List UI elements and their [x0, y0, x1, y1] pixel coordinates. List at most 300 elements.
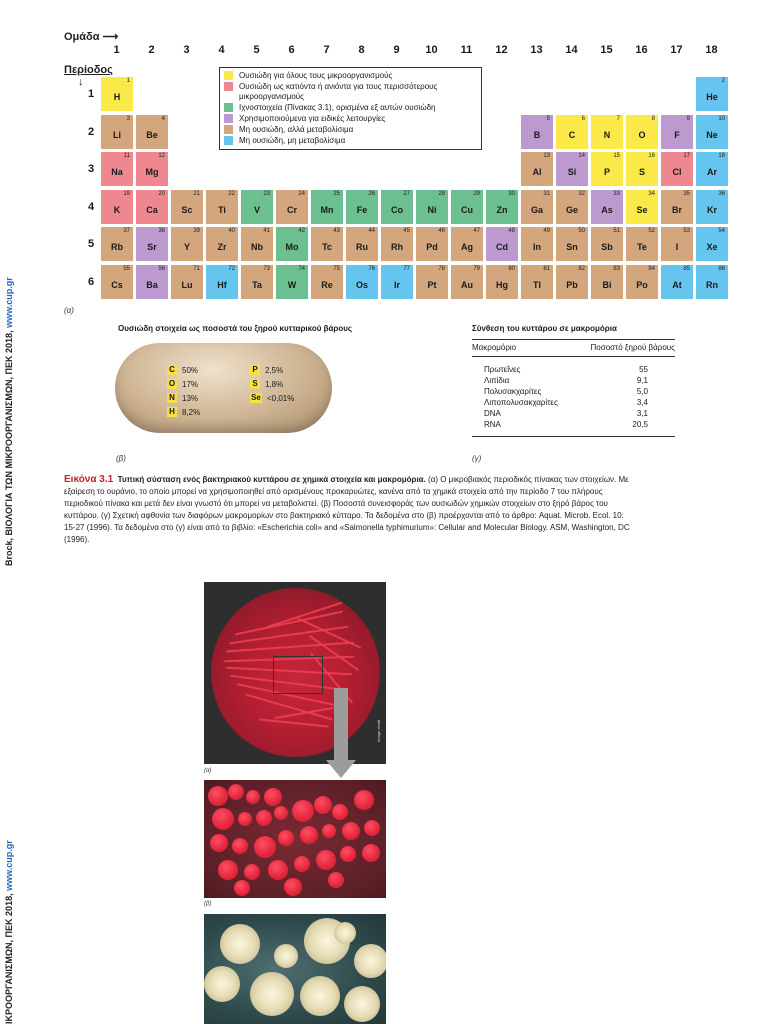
element-percent-row [250, 365, 283, 375]
red-colony [238, 812, 252, 826]
red-colony [210, 834, 228, 852]
legend-swatch [224, 82, 233, 91]
element-symbol: Be [146, 129, 158, 140]
sublabel-c: (γ) [472, 454, 482, 463]
element-cell-ge [555, 189, 589, 225]
red-colony [340, 846, 356, 862]
group-number: 9 [393, 44, 400, 56]
atomic-number: 56 [158, 265, 165, 272]
element-symbol: Ga [530, 204, 543, 215]
atomic-number: 41 [263, 228, 270, 234]
element-cell-cd [485, 226, 519, 262]
element-cell-cs [100, 264, 134, 300]
atomic-number: 19 [123, 190, 130, 197]
group-number: 3 [183, 44, 190, 56]
element-percent: 8,2% [182, 407, 201, 417]
element-percent-row [250, 393, 294, 403]
element-percent-row [167, 393, 198, 403]
side-caption-link[interactable]: www.cup.gr [4, 277, 14, 328]
atomic-number: 80 [508, 265, 515, 272]
group-number: 2 [148, 44, 155, 56]
red-colony [232, 838, 248, 854]
group-number: 13 [530, 44, 543, 56]
element-cell-ga [520, 189, 554, 225]
atomic-number: 49 [543, 228, 550, 234]
legend-item [224, 71, 477, 81]
element-cell-h [100, 76, 134, 112]
atomic-number: 32 [578, 190, 585, 197]
macromolecule-percent: 9,1 [636, 376, 648, 385]
column-header-value: Ποσοστό ξηρού βάρους [590, 343, 675, 352]
group-number: 16 [635, 44, 648, 56]
element-symbol: Zr [217, 242, 227, 252]
red-colony [212, 808, 234, 830]
atomic-number: 23 [263, 190, 270, 197]
atomic-number: 24 [298, 190, 305, 197]
macromolecule-name: Λιποπολυσακχαρίτες [484, 398, 558, 407]
element-cell-fe [345, 189, 379, 225]
element-cell-ca [135, 189, 169, 225]
atomic-number: 48 [508, 228, 515, 234]
element-cell-ni [415, 189, 449, 225]
element-cell-sb [590, 226, 624, 262]
element-cell-ir [380, 264, 414, 300]
atomic-number: 4 [161, 115, 165, 122]
element-symbol: S [638, 167, 645, 177]
element-symbol: I [675, 242, 679, 252]
photo-label-b: (β) [204, 901, 212, 907]
period-number: 2 [88, 125, 95, 138]
zoom-region-box [273, 656, 323, 694]
atomic-number: 30 [508, 190, 515, 197]
element-cell-ti [205, 189, 239, 225]
atomic-number: 17 [683, 153, 690, 159]
element-symbol: Os [355, 279, 368, 290]
element-symbol: K [113, 204, 121, 215]
table-row [472, 419, 675, 430]
legend-text: Μη ουσιώδη, αλλά μεταβολίσιμα [239, 125, 354, 134]
element-symbol: Cl [672, 167, 682, 177]
red-colony [278, 830, 294, 846]
atomic-number: 1 [126, 78, 130, 84]
element-cell-lu [170, 264, 204, 300]
element-symbol: Sb [601, 242, 613, 252]
red-colony [274, 806, 288, 820]
atomic-number: 7 [616, 115, 620, 122]
element-symbol: Li [113, 129, 121, 140]
atomic-number: 16 [648, 153, 655, 159]
microbial-periodic-table [64, 30, 744, 330]
macromolecule-name: Πολυσακχαρίτες [484, 387, 542, 396]
element-symbol: Ca [146, 204, 158, 215]
element-percent-row [250, 379, 283, 389]
period-number: 5 [88, 238, 95, 250]
legend-item [224, 114, 477, 124]
white-colony [274, 944, 298, 968]
atomic-number: 79 [473, 265, 480, 272]
element-symbol: He [706, 92, 718, 102]
macromolecule-percent: 55 [639, 365, 648, 374]
legend-swatch [224, 71, 233, 80]
macromolecule-table [472, 324, 675, 437]
element-symbol: Mg [145, 167, 159, 177]
element-symbol: As [601, 204, 613, 215]
element-cell-ru [345, 226, 379, 262]
atomic-number: 28 [438, 190, 445, 197]
atomic-number: 34 [648, 190, 655, 197]
element-cell-in [520, 226, 554, 262]
element-symbol: B [533, 129, 541, 140]
red-colony [268, 860, 288, 880]
red-colony [218, 860, 238, 880]
element-cell-pd [415, 226, 449, 262]
element-symbol: In [533, 242, 541, 252]
atomic-number: 29 [473, 190, 480, 197]
atomic-number: 81 [543, 265, 550, 272]
zoom-arrow-shaft [334, 688, 348, 762]
element-cell-pt [415, 264, 449, 300]
element-cell-hf [205, 264, 239, 300]
element-cell-br [660, 189, 694, 225]
element-cell-mg [135, 151, 169, 187]
group-label-text: Ομάδα [64, 31, 100, 43]
atomic-number: 73 [263, 265, 270, 272]
legend-item [224, 103, 477, 113]
period-number: 4 [88, 200, 95, 213]
element-symbol: Sr [147, 242, 157, 252]
element-cell-sn [555, 226, 589, 262]
element-symbol: Ge [565, 204, 578, 215]
cell-composition-title: Ουσιώδη στοιχεία ως ποσοστά του ξηρού κυτταρικού βάρους [118, 324, 353, 333]
atomic-number: 54 [718, 228, 725, 234]
atomic-number: 27 [403, 190, 410, 197]
photo-label-a: (α) [204, 768, 212, 774]
element-percent: <0,01% [267, 393, 295, 403]
element-cell-zn [485, 189, 519, 225]
element-symbol: N [167, 393, 177, 403]
macromolecule-percent: 20,5 [632, 420, 648, 429]
cell-illustration [115, 343, 332, 433]
element-cell-o [625, 114, 659, 150]
element-symbol: Te [637, 242, 647, 252]
element-symbol: Ar [706, 167, 717, 177]
element-symbol: P [250, 365, 260, 375]
atomic-number: 71 [193, 265, 200, 272]
table-row [472, 386, 675, 397]
side-caption-text: Brock, ΒΙΟΛΟΓΙΑ ΤΩΝ ΜΙΚΡΟΟΡΓΑΝΙΣΜΩΝ, ΠΕΚ 2018, [4, 327, 14, 566]
element-cell-p [590, 151, 624, 187]
element-cell-be [135, 114, 169, 150]
element-symbol: Se [636, 204, 648, 215]
atomic-number: 72 [228, 265, 235, 272]
element-cell-ta [240, 264, 274, 300]
element-cell-as [590, 189, 624, 225]
element-cell-pb [555, 264, 589, 300]
color-legend [219, 67, 482, 150]
macromolecule-name: DNA [484, 409, 501, 418]
element-symbol: At [672, 279, 682, 290]
element-percent: 50% [182, 365, 199, 375]
red-colony [342, 822, 360, 840]
element-symbol: Rb [111, 242, 123, 252]
element-cell-he [695, 76, 729, 112]
table-row [472, 364, 675, 375]
element-cell-nb [240, 226, 274, 262]
petri-dish-photo [204, 582, 386, 764]
atomic-number: 12 [158, 153, 165, 159]
table-row [472, 397, 675, 408]
element-cell-n [590, 114, 624, 150]
legend-text: Ουσιώδη ως κατιόντα ή ανιόντα για τους περισσότερους μικροοργανισμούς [239, 82, 438, 101]
group-number: 18 [705, 44, 718, 56]
element-symbol: Kr [706, 204, 717, 215]
element-cell-sc [170, 189, 204, 225]
element-symbol: Pd [426, 242, 438, 252]
white-colony [250, 972, 294, 1016]
group-number: 8 [358, 44, 365, 56]
element-cell-ba [135, 264, 169, 300]
element-symbol: Hf [217, 279, 227, 290]
element-symbol: Cu [461, 204, 473, 215]
atomic-number: 38 [158, 228, 165, 234]
element-percent: 1,8% [265, 379, 284, 389]
element-cell-bi [590, 264, 624, 300]
legend-swatch [224, 103, 233, 112]
element-cell-cr [275, 189, 309, 225]
element-cell-ar [695, 151, 729, 187]
element-cell-rb [100, 226, 134, 262]
element-symbol: Na [111, 167, 123, 177]
white-colony [220, 924, 260, 964]
atomic-number: 39 [193, 228, 200, 234]
element-symbol: V [253, 204, 260, 215]
period-number: 1 [88, 88, 95, 100]
element-percent-row [167, 365, 198, 375]
red-colony [264, 788, 282, 806]
element-cell-cu [450, 189, 484, 225]
red-colony [234, 880, 250, 896]
red-colony [328, 872, 344, 888]
atomic-number: 15 [613, 153, 620, 159]
element-cell-na [100, 151, 134, 187]
atomic-number: 11 [123, 153, 130, 159]
element-cell-rn [695, 264, 729, 300]
red-colony [208, 786, 228, 806]
red-colony [292, 800, 314, 822]
atomic-number: 22 [228, 190, 235, 197]
white-colony [334, 922, 356, 944]
red-colony [284, 878, 302, 896]
element-symbol: Ru [356, 242, 368, 252]
element-symbol: Cr [286, 204, 297, 215]
sublabel-a: (α) [64, 306, 74, 315]
white-colonies-photo [204, 914, 386, 1024]
white-colony [344, 986, 380, 1022]
element-symbol: Ir [393, 279, 400, 290]
atomic-number: 46 [438, 228, 445, 234]
photo-credit: Image credit [376, 719, 381, 742]
column-header-name: Μακρομόριο [472, 343, 517, 352]
element-symbol: Ti [218, 204, 226, 215]
macromolecule-name: Λιπίδια [484, 376, 510, 385]
element-cell-at [660, 264, 694, 300]
element-cell-os [345, 264, 379, 300]
atomic-number: 2 [721, 78, 725, 84]
atomic-number: 77 [403, 265, 410, 272]
table-body [472, 364, 675, 430]
element-percent: 17% [182, 379, 199, 389]
element-cell-rh [380, 226, 414, 262]
legend-item [224, 82, 477, 102]
atomic-number: 76 [368, 265, 375, 272]
element-symbol: P [603, 167, 610, 177]
element-cell-se [625, 189, 659, 225]
macromolecule-name: RNA [484, 420, 501, 429]
atomic-number: 44 [368, 228, 375, 234]
element-cell-s [625, 151, 659, 187]
atomic-number: 45 [403, 228, 410, 234]
element-symbol: O [168, 379, 176, 388]
group-number: 1 [113, 44, 120, 56]
element-symbol: Lu [181, 279, 193, 290]
element-symbol: Xe [706, 242, 718, 252]
atomic-number: 86 [718, 265, 725, 272]
element-symbol: Au [461, 279, 473, 290]
element-cell-ne [695, 114, 729, 150]
element-cell-w [275, 264, 309, 300]
atomic-number: 75 [333, 265, 340, 272]
figure-title: Τυπική σύσταση ενός βακτηριακού κυττάρου σε χημικά στοιχεία και μακρομόρια. [117, 475, 426, 484]
element-symbol: Ag [461, 242, 473, 252]
atomic-number: 9 [686, 115, 690, 122]
group-number: 11 [460, 44, 473, 56]
red-colony [294, 856, 310, 872]
element-cell-b [520, 114, 554, 150]
element-symbol: H [113, 92, 121, 102]
macromolecule-percent: 3,1 [636, 409, 648, 418]
atomic-number: 8 [651, 115, 655, 122]
atomic-number: 10 [718, 115, 725, 122]
element-symbol: Pb [566, 279, 578, 290]
element-symbol: Zn [496, 204, 508, 215]
red-colony [322, 824, 336, 838]
red-colony [254, 836, 276, 858]
element-symbol: Ta [252, 279, 262, 290]
atomic-number: 50 [578, 228, 585, 234]
element-symbol: Tc [322, 242, 332, 252]
legend-item [224, 136, 477, 146]
macromolecule-name: Πρωτεΐνες [484, 365, 521, 374]
red-colony [364, 820, 380, 836]
atomic-number: 85 [683, 265, 690, 272]
white-colony [204, 966, 240, 1002]
white-colony [354, 944, 386, 978]
atomic-number: 13 [543, 153, 550, 159]
element-symbol: Sn [566, 242, 578, 252]
side-caption-text: ΙΚΡΟΟΡΓΑΝΙΣΜΩΝ, ΠΕΚ 2018, [4, 890, 14, 1024]
element-cell-tc [310, 226, 344, 262]
figure-caption [64, 474, 630, 546]
element-symbol: Co [391, 204, 403, 215]
atomic-number: 37 [123, 228, 130, 234]
element-cell-po [625, 264, 659, 300]
element-symbol: S [250, 379, 260, 389]
red-colony [316, 850, 336, 870]
atomic-number: 18 [718, 153, 725, 159]
atomic-number: 33 [613, 190, 620, 197]
atomic-number: 31 [543, 190, 550, 197]
group-number: 4 [218, 44, 225, 56]
element-symbol: Si [567, 167, 577, 177]
element-percent: 2,5% [265, 365, 284, 375]
element-cell-tl [520, 264, 554, 300]
atomic-number: 43 [333, 228, 340, 234]
element-cell-mn [310, 189, 344, 225]
element-cell-li [100, 114, 134, 150]
red-colony [256, 810, 272, 826]
group-number: 6 [288, 44, 295, 56]
element-symbol: Bi [602, 279, 612, 290]
atomic-number: 14 [578, 153, 585, 159]
atomic-number: 20 [158, 190, 165, 197]
legend-text: Μη ουσιώδη, μη μεταβολίσιμα [239, 136, 346, 145]
group-axis-label [64, 30, 118, 43]
element-symbol: Pt [427, 279, 437, 290]
arrow-right-icon: ⟶ [99, 31, 119, 43]
element-cell-au [450, 264, 484, 300]
arrow-down-icon: ↓ [78, 76, 84, 88]
period-number: 6 [88, 275, 95, 288]
atomic-number: 74 [298, 265, 305, 272]
element-cell-co [380, 189, 414, 225]
table-rule [472, 356, 675, 357]
atomic-number: 25 [333, 190, 340, 197]
element-symbol: Ni [427, 204, 437, 215]
element-symbol: F [674, 129, 680, 140]
element-symbol: Fe [356, 204, 368, 215]
atomic-number: 47 [473, 228, 480, 234]
element-cell-c [555, 114, 589, 150]
element-symbol: Nb [251, 242, 263, 252]
red-colony [228, 784, 244, 800]
element-cell-i [660, 226, 694, 262]
element-cell-zr [205, 226, 239, 262]
legend-swatch [224, 114, 233, 123]
atomic-number: 5 [546, 115, 550, 122]
element-symbol: Tl [533, 279, 541, 290]
side-caption-link[interactable]: www.cup.gr [4, 840, 14, 891]
period-number: 3 [88, 163, 95, 175]
element-percent: 13% [182, 393, 199, 403]
red-colony [244, 864, 260, 880]
element-cell-re [310, 264, 344, 300]
element-symbol: Cs [111, 279, 123, 290]
legend-item [224, 125, 477, 135]
element-symbol: Hg [496, 279, 508, 290]
atomic-number: 83 [613, 265, 620, 272]
element-symbol: Ba [146, 279, 158, 290]
element-cell-k [100, 189, 134, 225]
element-symbol: Br [671, 204, 682, 215]
group-number: 15 [600, 44, 613, 56]
side-caption-bottom [4, 840, 14, 1024]
element-percent-row [167, 407, 200, 417]
element-symbol: Mo [285, 242, 299, 252]
element-cell-f [660, 114, 694, 150]
element-cell-hg [485, 264, 519, 300]
legend-text: Χρησιμοποιούμενα για ειδικές λειτουργίες [239, 114, 386, 123]
group-number: 7 [323, 44, 330, 56]
